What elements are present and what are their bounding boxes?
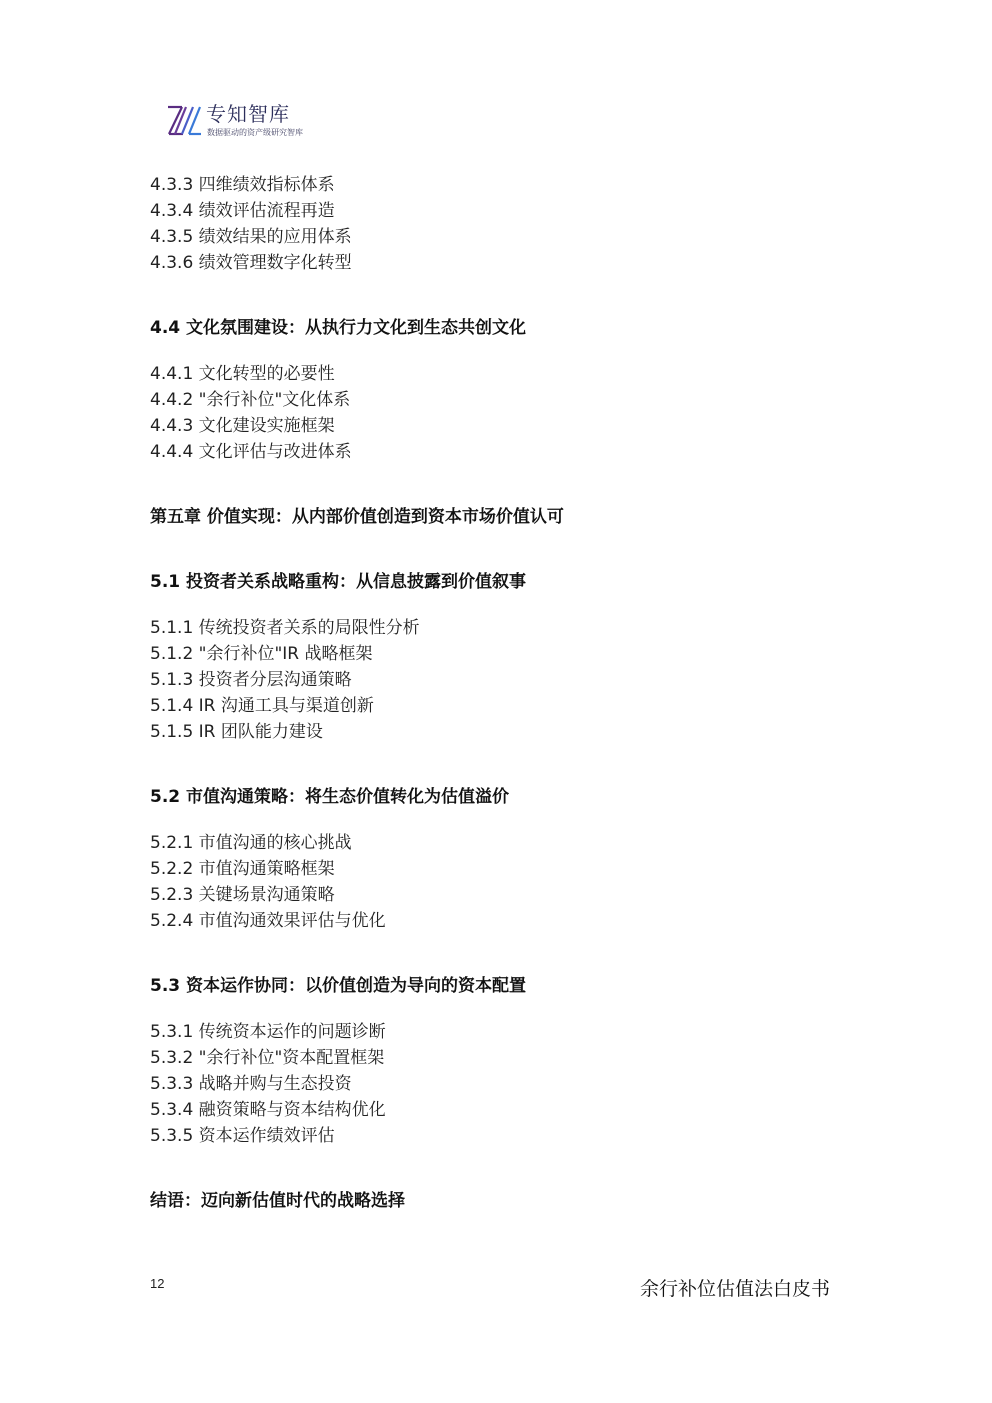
toc-entry: 4.3.4 绩效评估流程再造 <box>150 201 335 221</box>
logo-mark-icon <box>166 102 202 138</box>
toc-entry: 5.3.4 融资策略与资本结构优化 <box>150 1100 386 1120</box>
section-heading-5-1: 5.1 投资者关系战略重构：从信息披露到价值叙事 <box>150 572 527 592</box>
toc-entry: 5.2.3 关键场景沟通策略 <box>150 885 335 905</box>
section-heading-4-4: 4.4 文化氛围建设：从执行力文化到生态共创文化 <box>150 318 527 338</box>
toc-entry: 4.3.3 四维绩效指标体系 <box>150 175 335 195</box>
section-heading-5-2: 5.2 市值沟通策略：将生态价值转化为估值溢价 <box>150 787 510 807</box>
toc-entry: 5.1.5 IR 团队能力建设 <box>150 722 323 742</box>
footer-document-title: 余行补位估值法白皮书 <box>639 1278 830 1300</box>
toc-entry: 4.3.5 绩效结果的应用体系 <box>150 227 352 247</box>
toc-entry: 5.1.1 传统投资者关系的局限性分析 <box>150 618 420 638</box>
logo-subtitle: 数据驱动的资产级研究智库 <box>207 128 303 137</box>
page-number: 12 <box>150 1276 165 1291</box>
toc-entry: 5.3.3 战略并购与生态投资 <box>150 1074 352 1094</box>
toc-entry: 4.4.3 文化建设实施框架 <box>150 416 335 436</box>
toc-entry: 4.4.2 "余行补位"文化体系 <box>150 390 351 410</box>
toc-entry: 5.2.2 市值沟通策略框架 <box>150 859 335 879</box>
table-of-contents <box>150 172 850 1214</box>
toc-entry: 4.3.6 绩效管理数字化转型 <box>150 253 352 273</box>
toc-entry: 5.3.5 资本运作绩效评估 <box>150 1126 335 1146</box>
toc-entry: 5.1.3 投资者分层沟通策略 <box>150 670 352 690</box>
toc-entry: 5.3.1 传统资本运作的问题诊断 <box>150 1022 386 1042</box>
section-heading-5-3: 5.3 资本运作协同：以价值创造为导向的资本配置 <box>150 976 527 996</box>
toc-entry: 5.1.2 "余行补位"IR 战略框架 <box>150 644 373 664</box>
chapter-heading-5: 第五章 价值实现：从内部价值创造到资本市场价值认可 <box>150 507 564 527</box>
toc-entry: 4.4.1 文化转型的必要性 <box>150 364 335 384</box>
toc-entry: 5.2.4 市值沟通效果评估与优化 <box>150 911 386 931</box>
brand-logo <box>166 102 316 138</box>
toc-entry: 5.3.2 "余行补位"资本配置框架 <box>150 1048 385 1068</box>
toc-entry: 4.4.4 文化评估与改进体系 <box>150 442 352 462</box>
toc-entry: 5.2.1 市值沟通的核心挑战 <box>150 833 352 853</box>
conclusion-heading: 结语：迈向新估值时代的战略选择 <box>150 1191 405 1211</box>
toc-entry: 5.1.4 IR 沟通工具与渠道创新 <box>150 696 374 716</box>
logo-title: 专知智库 <box>206 102 290 126</box>
